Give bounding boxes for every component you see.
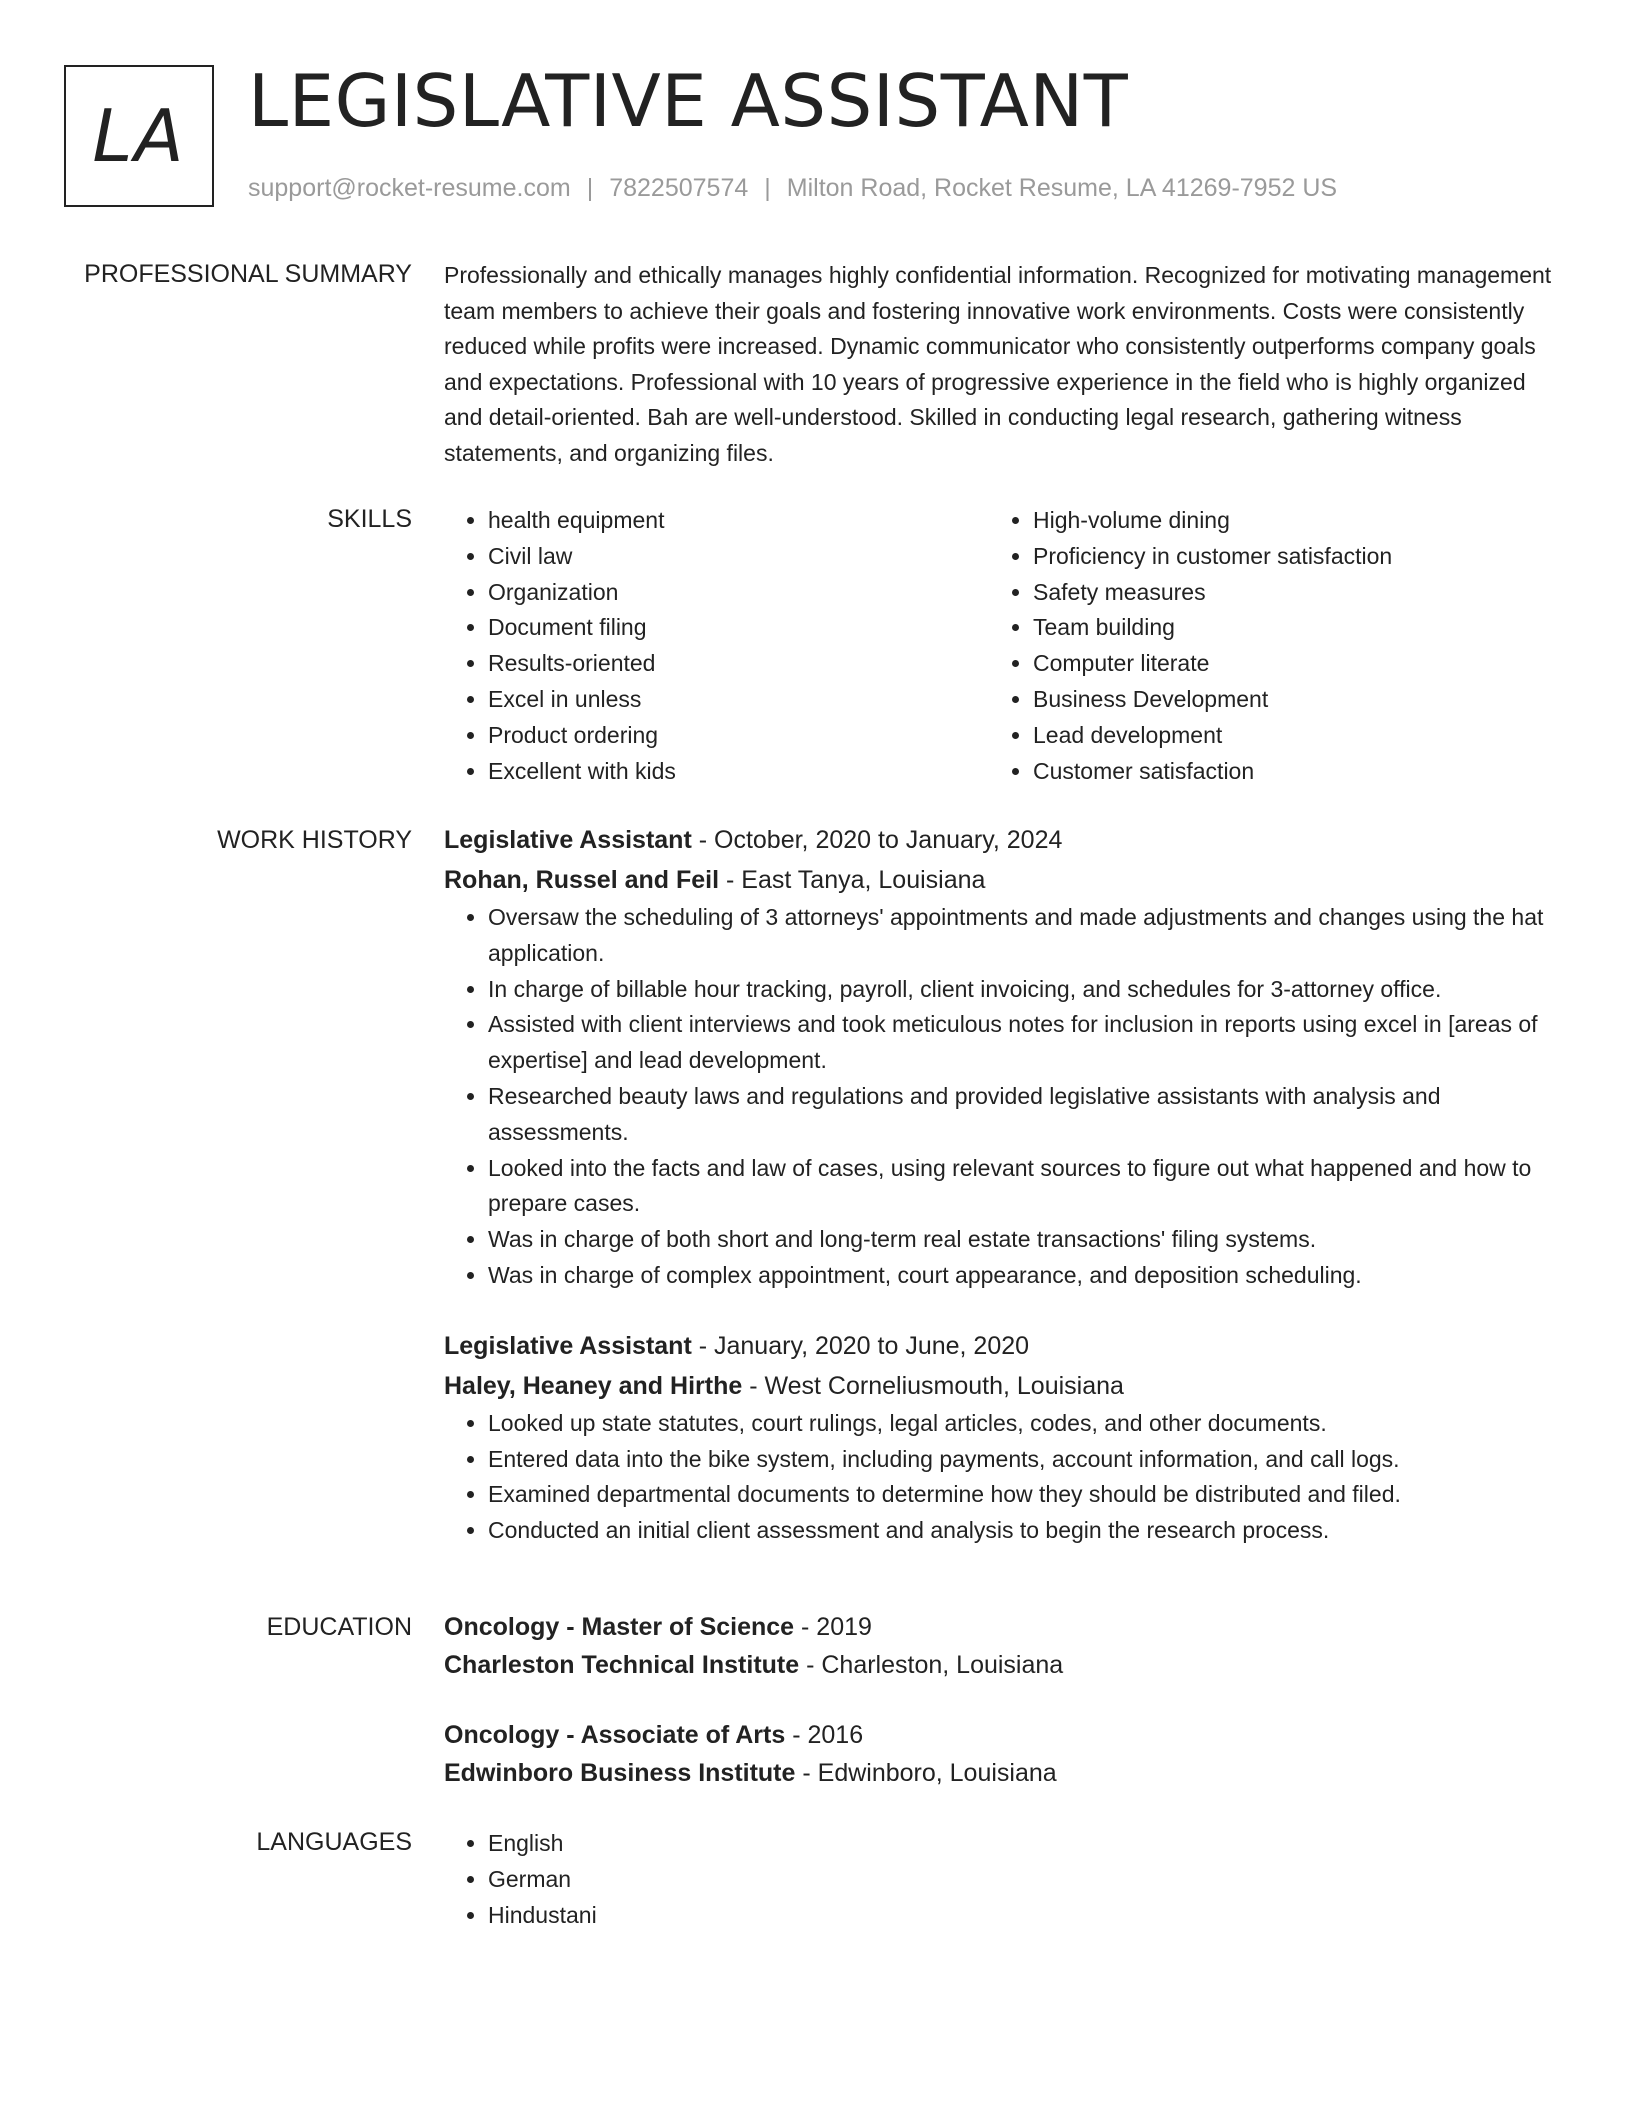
languages-body: [444, 1826, 1559, 1933]
education-degree-line: [444, 1716, 1559, 1754]
skill-item: • Excel in unless: [488, 682, 989, 718]
monogram-text: LA: [92, 94, 186, 178]
section-label: EDUCATION: [266, 1613, 412, 1641]
job-duty: • Oversaw the scheduling of 3 attorneys' appointments and made adjustments and changes using the hat application.: [488, 900, 1559, 972]
education-degree-line: [444, 1608, 1559, 1646]
skills-columns: [444, 503, 1559, 789]
education-school: Charleston Technical Institute: [444, 1651, 800, 1679]
skills-list-right: [989, 503, 1534, 789]
job-title: Legislative Assistant: [444, 1331, 692, 1360]
job-duties-list: [444, 1406, 1559, 1549]
skill-item: • Computer literate: [1033, 646, 1534, 682]
job-duty: • Was in charge of complex appointment, court appearance, and deposition scheduling.: [488, 1258, 1559, 1294]
skills-column-right: [989, 503, 1534, 789]
job-title: Legislative Assistant: [444, 826, 692, 854]
skill-item: • Civil law: [488, 539, 989, 575]
language-item: • Hindustani: [488, 1898, 1559, 1934]
job-location: - East Tanya, Louisiana: [719, 866, 986, 894]
education-year: - 2016: [785, 1721, 864, 1749]
skill-item: • Excellent with kids: [488, 754, 989, 790]
education-school-line: [444, 1754, 1559, 1792]
contact-separator: |: [586, 174, 594, 202]
contact-separator: |: [764, 174, 771, 202]
job-duty: • In charge of billable hour tracking, payroll, client invoicing, and schedules for 3-attorney office.: [488, 972, 1559, 1008]
job-location: - West Corneliusmouth, Louisiana: [742, 1371, 1124, 1400]
job-company: Haley, Heaney and Hirthe: [444, 1371, 743, 1400]
monogram-logo: [64, 65, 214, 207]
job-duty: • Examined departmental documents to determine how they should be distributed and filed.: [488, 1477, 1559, 1513]
job-company: Rohan, Russel and Feil: [444, 866, 720, 894]
work-history-body: [444, 820, 1559, 1549]
skill-item: • Lead development: [1033, 718, 1534, 754]
skills-column-left: [444, 503, 989, 789]
section-label: PROFESSIONAL SUMMARY: [84, 260, 412, 288]
job-entry: [444, 820, 1559, 1294]
summary-text: Professionally and ethically manages highly confidential information. Recognized for motivating management team members to achieve their goals and fostering innovative work environments. Costs were consistently reduced while profits were increased. Dynamic communicator who consistently outperforms company goals and expectations. Professional with 10 years of progressive experience in the field who is highly organized and detail-oriented. Bah are well-understood. Skilled in conducting legal research, gathering witness statements, and organizing files.: [444, 262, 1552, 466]
job-duty: • Assisted with client interviews and took meticulous notes for inclusion in reports using excel in [areas of expertise] and lead development.: [488, 1007, 1559, 1079]
job-duty: • Was in charge of both short and long-term real estate transactions' filing systems.: [488, 1222, 1559, 1258]
education-entry: [444, 1716, 1559, 1792]
resume-name: LEGISLATIVE ASSISTANT: [248, 59, 1129, 143]
languages-list: [444, 1826, 1559, 1933]
education-degree: Oncology - Associate of Arts: [444, 1721, 786, 1749]
language-item: • English: [488, 1826, 1559, 1862]
education-entry: [444, 1608, 1559, 1684]
summary-body: [444, 258, 1559, 472]
skill-item: • Results-oriented: [488, 646, 989, 682]
skill-item: • Organization: [488, 575, 989, 611]
education-location: - Charleston, Louisiana: [799, 1651, 1064, 1679]
job-title-line: [444, 1326, 1559, 1366]
education-degree: Oncology - Master of Science: [444, 1613, 795, 1641]
contact-phone[interactable]: 7822507574: [609, 174, 749, 202]
language-item: • German: [488, 1862, 1559, 1898]
job-title-line: [444, 820, 1559, 860]
contact-email[interactable]: support@rocket-resume.com: [248, 174, 571, 202]
job-duty: • Entered data into the bike system, including payments, account information, and call logs.: [488, 1442, 1559, 1478]
job-duty: • Looked into the facts and law of cases, using relevant sources to figure out what happened and how to prepare cases.: [488, 1151, 1559, 1223]
job-duty: • Looked up state statutes, court rulings, legal articles, codes, and other documents.: [488, 1406, 1559, 1442]
skills-list-left: [444, 503, 989, 789]
section-label: SKILLS: [327, 505, 412, 533]
education-school: Edwinboro Business Institute: [444, 1759, 796, 1787]
job-company-line: [444, 1366, 1559, 1406]
job-duty: • Researched beauty laws and regulations and provided legislative assistants with analysis and assessments.: [488, 1079, 1559, 1151]
skill-item: • Business Development: [1033, 682, 1534, 718]
job-dates: - January, 2020 to June, 2020: [691, 1331, 1030, 1360]
skills-body: [444, 503, 1559, 789]
skill-item: • Customer satisfaction: [1033, 754, 1534, 790]
skill-item: • Safety measures: [1033, 575, 1534, 611]
job-company-line: [444, 860, 1559, 900]
job-dates: - October, 2020 to January, 2024: [691, 826, 1063, 854]
job-duty: • Conducted an initial client assessment and analysis to begin the research process.: [488, 1513, 1559, 1549]
education-year: - 2019: [794, 1613, 872, 1641]
education-location: - Edwinboro, Louisiana: [795, 1759, 1057, 1787]
skill-item: • Team building: [1033, 610, 1534, 646]
skill-item: • Document filing: [488, 610, 989, 646]
section-label: LANGUAGES: [256, 1828, 412, 1856]
skill-item: • Proficiency in customer satisfaction: [1033, 539, 1534, 575]
section-label: WORK HISTORY: [217, 826, 412, 854]
education-body: [444, 1608, 1559, 1792]
contact-address: Milton Road, Rocket Resume, LA 41269-7952 US: [786, 174, 1338, 202]
job-entry: [444, 1326, 1559, 1549]
skill-item: • Product ordering: [488, 718, 989, 754]
education-school-line: [444, 1646, 1559, 1684]
skill-item: • health equipment: [488, 503, 989, 539]
job-duties-list: [444, 900, 1559, 1294]
contact-line: [248, 172, 1337, 204]
skill-item: • High-volume dining: [1033, 503, 1534, 539]
